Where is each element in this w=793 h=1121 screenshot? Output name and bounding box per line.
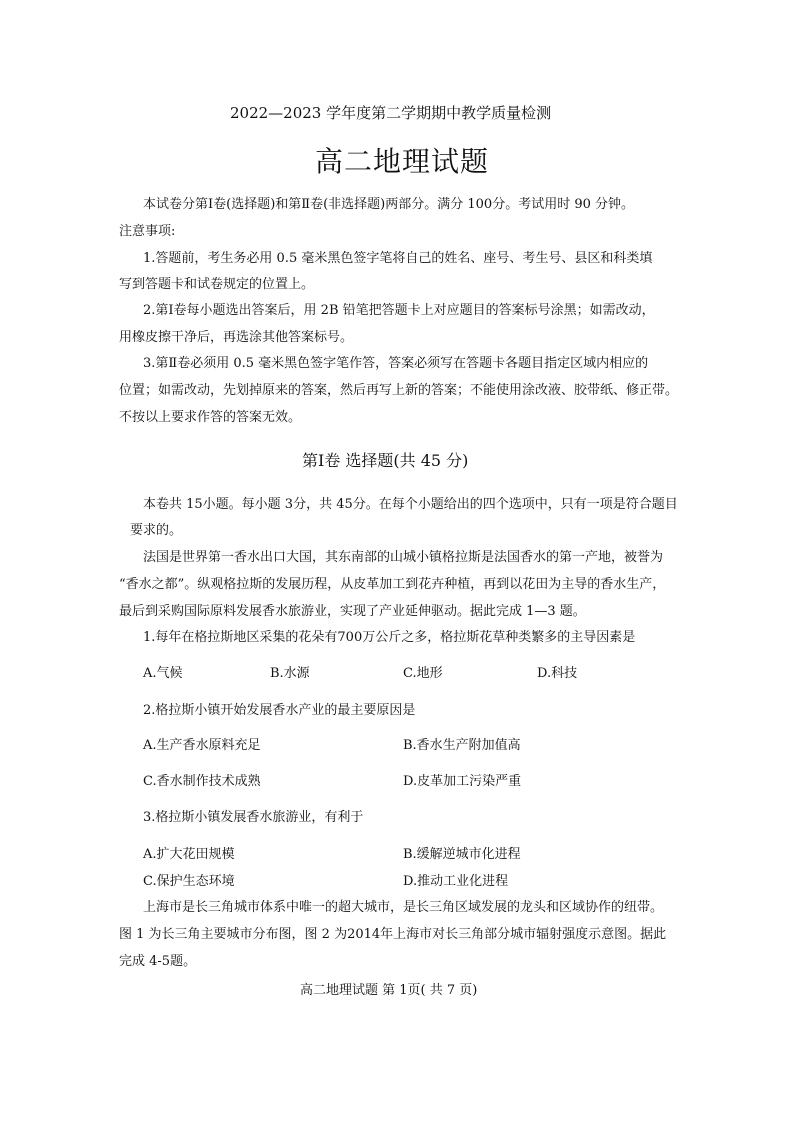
passage-line: 最后到采购国际原料发展香水旅游业，实现了产业延伸驱动。据此完成 1—3 题。 (119, 604, 586, 619)
exam-subtitle: 2022—2023 学年度第二学期期中教学质量检测 (230, 104, 552, 122)
option-b: B.水源 (270, 666, 310, 681)
passage-line: 法国是世界第一香水出口大国，其东南部的山城小镇格拉斯是法国香水的第一产地，被誉为 (143, 550, 664, 565)
page-footer: 高二地理试题 第 1页( 共 7 页) (300, 983, 478, 998)
option-b: B.缓解逆城市化进程 (403, 847, 521, 862)
option-a: A.扩大花田规模 (143, 847, 235, 862)
option-c: C.保护生态环境 (143, 874, 235, 889)
section-heading: 第Ⅰ卷 选择题(共 45 分) (302, 451, 469, 470)
option-b: B.香水生产附加值高 (403, 738, 521, 753)
passage-line: “香水之都”。纵观格拉斯的发展历程，从皮革加工到花卉种植，再到以花田为主导的香水生产， (119, 577, 666, 592)
note-3-line-b: 位置；如需改动，先划掉原来的答案，然后再写上新的答案；不能使用涂改液、胶带纸、修正带。 (119, 383, 679, 398)
note-2-line-a: 2.第Ⅰ卷每小题选出答案后，用 2B 铅笔把答题卡上对应题目的答案标号涂黑；如需改动， (143, 303, 655, 318)
note-2-line-b: 用橡皮擦干净后，再选涂其他答案标号。 (119, 330, 354, 345)
option-d: D.推动工业化进程 (403, 874, 509, 889)
intro-line: 本试卷分第Ⅰ卷(选择题)和第Ⅱ卷(非选择题)两部分。满分 100分。考试用时 90 分钟。 (143, 197, 635, 212)
passage-line: 上海市是长三角城市体系中唯一的超大城市，是长三角区域发展的龙头和区域协作的纽带。 (143, 900, 664, 915)
question-stem: 1.每年在格拉斯地区采集的花朵有700万公斤之多，格拉斯花草种类繁多的主导因素是 (143, 630, 636, 645)
option-d: D.皮革加工污染严重 (403, 774, 522, 789)
passage-line: 完成 4-5题。 (119, 954, 197, 969)
note-3-line-a: 3.第Ⅱ卷必须用 0.5 毫米黑色签字笔作答，答案必须写在答题卡各题目指定区域内相应的 (143, 356, 649, 371)
passage-line: 图 1 为长三角主要城市分布图，图 2 为2014年上海市对长三角部分城市辐射强度示意图。据此 (119, 927, 667, 942)
option-a: A.生产香水原料充足 (143, 738, 261, 753)
note-1-line-a: 1.答题前，考生务必用 0.5 毫米黑色签字笔将自己的姓名、座号、考生号、县区和科类填 (143, 251, 653, 266)
option-c: C.地形 (403, 666, 443, 681)
option-c: C.香水制作技术成熟 (143, 774, 261, 789)
question-stem: 3.格拉斯小镇发展香水旅游业，有利于 (143, 810, 364, 825)
notes-heading: 注意事项: (119, 224, 176, 239)
page-title: 高二地理试题 (315, 145, 490, 178)
section-instruction-b: 要求的。 (130, 523, 183, 538)
question-stem: 2.格拉斯小镇开始发展香水产业的最主要原因是 (143, 703, 416, 718)
option-d: D.科技 (537, 666, 578, 681)
note-3-line-c: 不按以上要求作答的答案无效。 (119, 410, 302, 425)
section-instruction-a: 本卷共 15小题。每小题 3分，共 45分。在每个小题给出的四个选项中，只有一项是符合题目 (143, 497, 678, 512)
option-a: A.气候 (143, 666, 183, 681)
note-1-line-b: 写到答题卡和试卷规定的位置上。 (119, 277, 315, 292)
